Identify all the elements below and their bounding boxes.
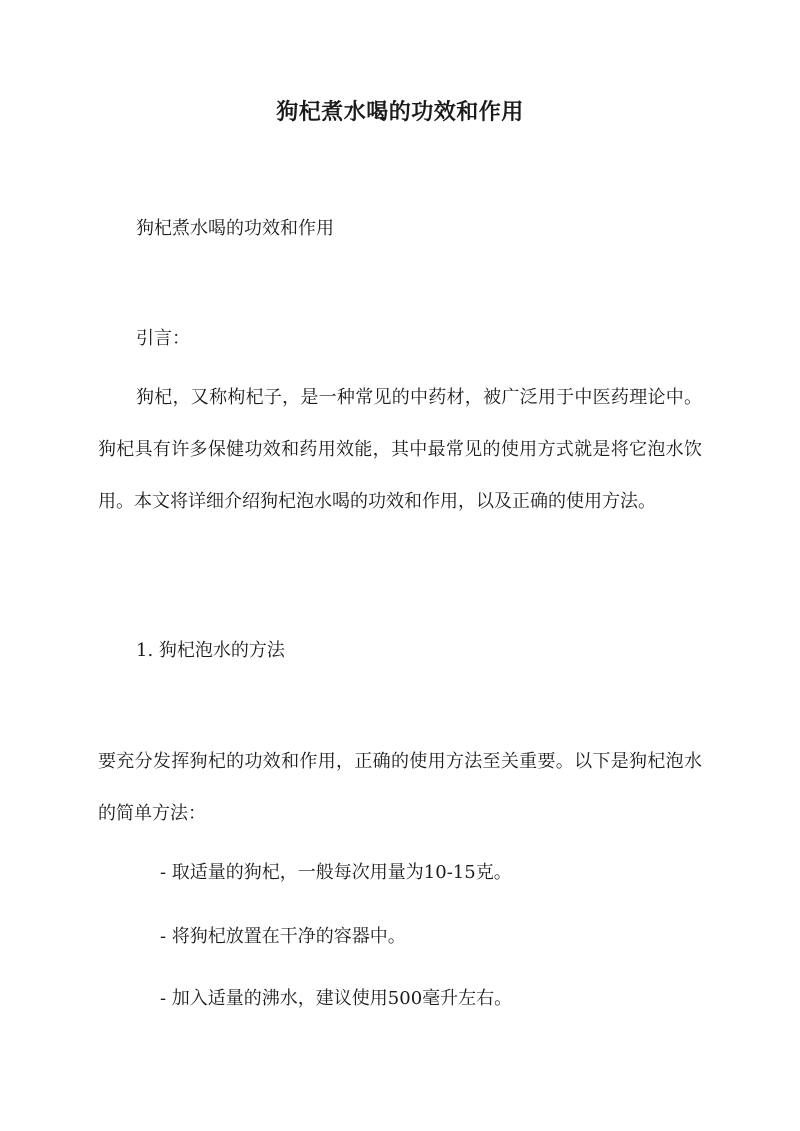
step-item: - 取适量的狗杞，一般每次用量为10-15克。 (160, 862, 512, 883)
intro-paragraph: 狗杞，又称枸杞子，是一种常见的中药材，被广泛用于中医药理论中。狗杞具有许多保健功效和药用效能，其中最常见的使用方式就是将它泡水饮用。本文将详细介绍狗杞泡水喝的功效和作用，以及正确的使用方法。 (98, 387, 702, 512)
document-subtitle: 狗杞煮水喝的功效和作用 (136, 218, 334, 239)
intro-heading: 引言： (136, 328, 190, 349)
step-item: - 加入适量的沸水，建议使用500毫升左右。 (160, 988, 513, 1009)
step-item: - 将狗杞放置在干净的容器中。 (160, 926, 406, 947)
section-1-heading: 1. 狗杞泡水的方法 (136, 640, 285, 661)
document-title: 狗杞煮水喝的功效和作用 (276, 99, 524, 125)
section-1-paragraph: 要充分发挥狗杞的功效和作用，正确的使用方法至关重要。以下是狗杞泡水的简单方法： (98, 751, 702, 824)
